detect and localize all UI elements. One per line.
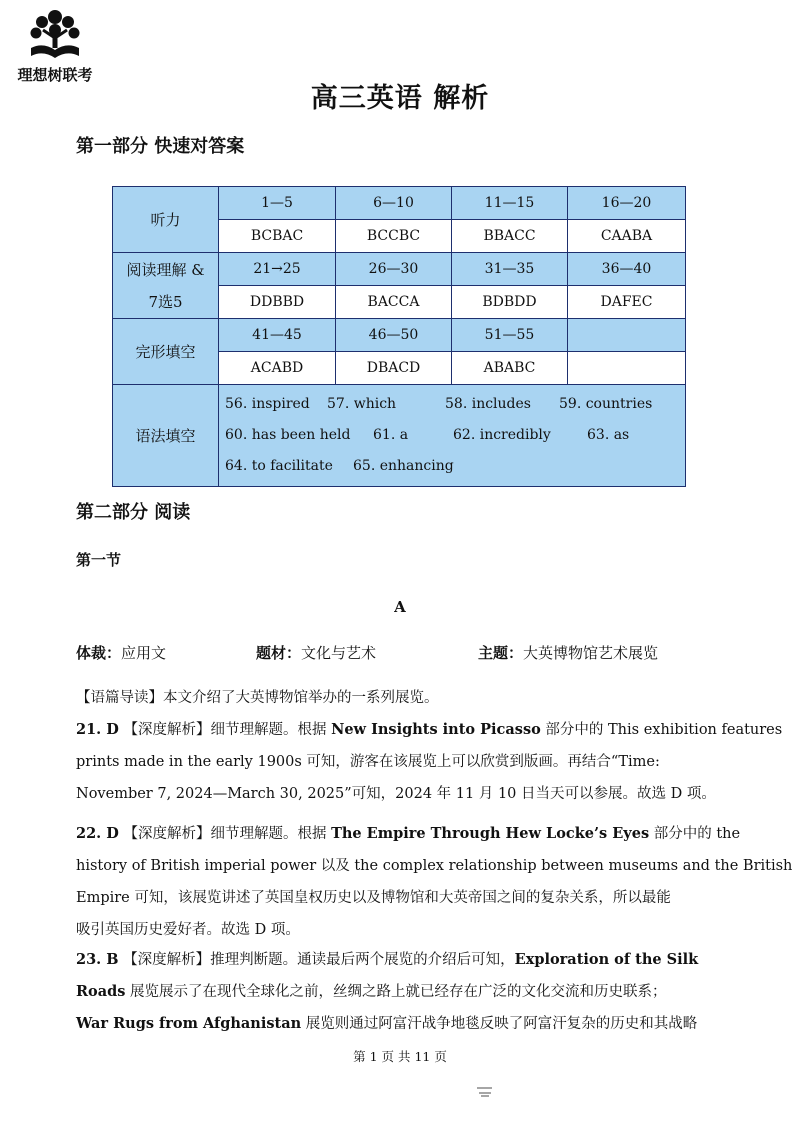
- q21-line2: prints made in the early 1900s 可知，游客在该展览上可以欣赏到版画。再结合“Time:: [76, 754, 660, 770]
- q23-line3: 展览则通过阿富汗战争地毯反映了阿富汗复杂的历史和其战略: [305, 1016, 698, 1032]
- part2-heading: 第二部分 阅读: [76, 502, 191, 523]
- range-cell: 46—50: [336, 319, 452, 352]
- key-cell: BBACC: [452, 220, 568, 253]
- guide-paragraph: [76, 682, 724, 714]
- theme: [478, 642, 658, 663]
- reading-label-line2: 7选5: [148, 292, 183, 311]
- key-cell: CAABA: [568, 220, 686, 253]
- genre: [76, 642, 166, 663]
- grammar-item: 64. to facilitate: [225, 458, 333, 474]
- grammar-item: 65. enhancing: [353, 458, 454, 474]
- scan-mark-icon: [474, 1084, 496, 1098]
- range-cell: 36—40: [568, 253, 686, 286]
- grammar-item: 59. countries: [559, 396, 653, 412]
- q22-line3: Empire 可知，该展览讲述了英国皇权历史以及博物馆和大英帝国之间的复杂关系，所以最能: [76, 890, 671, 906]
- grammar-item: 63. as: [587, 427, 630, 443]
- grammar-item: 60. has been held: [225, 427, 351, 443]
- grammar-item: 58. includes: [445, 396, 531, 412]
- reading-label: [113, 253, 219, 319]
- q21-tag: 【深度解析】: [123, 722, 211, 738]
- grammar-item: 62. incredibly: [453, 427, 551, 443]
- range-cell: 31—35: [452, 253, 568, 286]
- key-cell: BDBDD: [452, 286, 568, 319]
- q21-bold: New Insights into Picasso: [331, 721, 541, 738]
- range-cell: 21→25: [219, 253, 336, 286]
- q23-bold3: War Rugs from Afghanistan: [76, 1015, 302, 1032]
- range-cell: 51—55: [452, 319, 568, 352]
- page-title: 高三英语 解析: [310, 83, 490, 114]
- tree-book-icon: [27, 8, 83, 62]
- reading-range-row: [113, 253, 686, 286]
- part1-heading: 第一部分 快速对答案: [76, 136, 245, 157]
- range-cell: 1—5: [219, 187, 336, 220]
- q22-line2: history of British imperial power 以及 the complex relationship between museums and the British: [76, 858, 793, 874]
- key-cell: [568, 352, 686, 385]
- theme-value: 大英博物馆艺术展览: [523, 644, 659, 662]
- range-cell: 11—15: [452, 187, 568, 220]
- logo: [10, 8, 100, 85]
- grammar-item: 61. a: [373, 427, 409, 443]
- key-cell: DAFEC: [568, 286, 686, 319]
- key-cell: ABABC: [452, 352, 568, 385]
- passage-letter: A: [394, 598, 406, 616]
- cloze-label: 完形填空: [113, 319, 219, 385]
- range-cell: 16—20: [568, 187, 686, 220]
- q21-type: 细节理解题。根据: [210, 722, 327, 738]
- q23-type: 推理判断题。通读最后两个展览的介绍后可知，: [210, 952, 515, 968]
- guide-label: 【语篇导读】: [76, 690, 163, 706]
- range-cell: [568, 319, 686, 352]
- q22-line4: 吸引英国历史爱好者。故选 D 项。: [76, 922, 300, 938]
- grammar-item: 57. which: [327, 396, 397, 412]
- q23-number: 23. B: [76, 951, 119, 968]
- key-cell: BACCA: [336, 286, 452, 319]
- q22-tag: 【深度解析】: [123, 826, 211, 842]
- q23-bold2: Roads: [76, 983, 126, 1000]
- logo-text: 理想树联考: [17, 66, 93, 84]
- answer-table: [112, 186, 686, 487]
- q22-explanation: [76, 818, 793, 946]
- cloze-range-row: [113, 319, 686, 352]
- q21-number: 21. D: [76, 721, 119, 738]
- key-cell: DDBBD: [219, 286, 336, 319]
- page-footer: 第 1 页 共 11 页: [353, 1049, 447, 1064]
- range-cell: 6—10: [336, 187, 452, 220]
- q23-line2: 展览展示了在现代全球化之前，丝绸之路上就已经存在广泛的文化交流和历史联系；: [130, 984, 667, 1000]
- q21-line3: November 7, 2024—March 30, 2025”可知，2024 年 11 月 10 日当天可以参展。故选 D 项。: [76, 786, 716, 802]
- listening-label: 听力: [113, 187, 219, 253]
- q23-explanation: [76, 944, 724, 1040]
- key-cell: BCCBC: [336, 220, 452, 253]
- key-cell: BCBAC: [219, 220, 336, 253]
- topic-value: 文化与艺术: [301, 644, 377, 662]
- theme-label: 主题：: [478, 644, 524, 662]
- q21-line1: 部分中的 This exhibition features: [545, 722, 783, 738]
- q21-explanation: [76, 714, 783, 810]
- reading-label-line1: 阅读理解 &: [126, 260, 205, 279]
- key-cell: ACABD: [219, 352, 336, 385]
- topic-label: 题材：: [256, 644, 302, 662]
- q22-bold: The Empire Through Hew Locke’s Eyes: [331, 825, 650, 842]
- range-cell: 41—45: [219, 319, 336, 352]
- q22-line1: 部分中的 the: [653, 826, 741, 842]
- grammar-label: 语法填空: [113, 385, 219, 487]
- range-cell: 26—30: [336, 253, 452, 286]
- section1-heading: 第一节: [76, 551, 122, 569]
- guide-text: 本文介绍了大英博物馆举办的一系列展览。: [163, 690, 439, 706]
- topic: [256, 642, 376, 663]
- grammar-item: 56. inspired: [225, 396, 310, 412]
- key-cell: DBACD: [336, 352, 452, 385]
- grammar-row: [113, 385, 686, 487]
- q23-tag: 【深度解析】: [123, 952, 211, 968]
- q22-type: 细节理解题。根据: [210, 826, 327, 842]
- q22-number: 22. D: [76, 825, 119, 842]
- listening-range-row: [113, 187, 686, 220]
- q23-bold1: Exploration of the Silk: [514, 951, 699, 968]
- genre-value: 应用文: [121, 644, 167, 662]
- genre-label: 体裁：: [76, 644, 122, 662]
- grammar-answers: [219, 385, 686, 487]
